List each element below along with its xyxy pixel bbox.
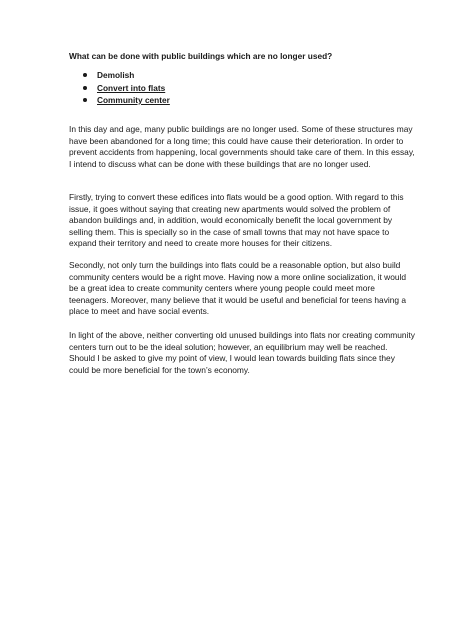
- paragraph-community-centers: Secondly, not only turn the buildings into flats could be a reasonable option, but also build community centers would be a right move. Having now a more online socialization, it would be a great idea to create community centers where young people could meet more teenagers. Moreover, many believe that it would be useful and beneficial for teens having a place to meet and have social events.: [69, 260, 407, 317]
- option-label: Demolish: [97, 70, 135, 80]
- paragraph-flats: Firstly, trying to convert these edifices into flats would be a good option. With regard to this issue, it goes without saying that creating new apartments would solved the problem of abandon buildings and, in addition, would economically benefit the local government by selling them. This is specially so in the case of small towns that may not have space to expand their territory and need to create more houses for their citizens.: [69, 192, 404, 249]
- essay-question: What can be done with public buildings which are no longer used?: [69, 51, 333, 61]
- paragraph-introduction: In this day and age, many public buildings are no longer used. Some of these structures may have been abandoned for a long time; this could have cause their deterioration. In order to prevent accidents from happening, local governments should take care of them. In this essay, I intend to discuss what can be done with these buildings that are no longer used.: [69, 124, 415, 169]
- bullet-icon: [83, 86, 87, 90]
- paragraph-conclusion: In light of the above, neither converting old unused buildings into flats nor creating community centers turn out to be the ideal solution; however, an equilibrium may well be reached. Should I be asked to give my point of view, I would lean towards building flats since they could be more beneficial for the town’s economy.: [69, 330, 415, 375]
- option-label: Convert into flats: [97, 82, 166, 93]
- bullet-icon: [83, 98, 87, 102]
- bullet-icon: [83, 73, 87, 77]
- option-label: Community center: [97, 95, 170, 105]
